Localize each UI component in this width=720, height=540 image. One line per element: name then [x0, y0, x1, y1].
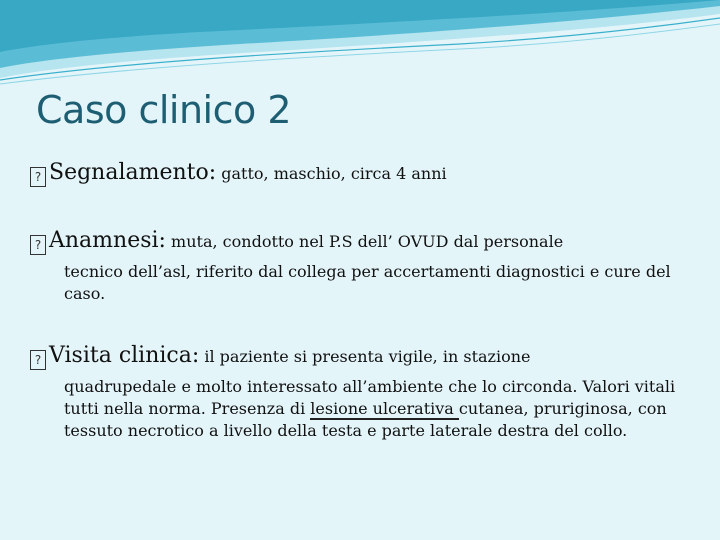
continuation-text-after: cutanea, pruriginosa, con tessuto necrotico a livello della testa e parte laterale destra del collo. [64, 399, 667, 440]
bullet-label: Anamnesi: [49, 228, 166, 253]
bullet-label: Segnalamento: [49, 160, 217, 185]
bullet-box-icon: ? [30, 167, 46, 187]
bullet-text: gatto, maschio, circa 4 anni [216, 164, 447, 183]
continuation-text-before: quadrupedale e molto interessato all’ambiente che lo circonda. Valori vitali tutti nella norma. Presenza di [64, 377, 676, 418]
bullet-visita-clinica [30, 343, 704, 442]
bullet-box-icon: ? [30, 235, 46, 255]
bullet-box-icon: ? [30, 350, 46, 370]
bullet-segnalamento [30, 160, 447, 187]
bullet-anamnesi [30, 228, 704, 305]
bullet-continuation: tecnico dell’asl, riferito dal collega per accertamenti diagnostici e cure del caso. [64, 262, 671, 303]
bullet-text: il paziente si presenta vigile, in stazione [199, 347, 531, 366]
bullet-text: muta, condotto nel P.S dell’ OVUD dal personale [165, 232, 564, 251]
header-wave-decoration [0, 0, 720, 90]
bullet-label: Visita clinica: [49, 343, 200, 368]
bullet-continuation [64, 376, 704, 442]
slide-title: Caso clinico 2 [36, 88, 291, 132]
underlined-phrase: lesione ulcerativa [310, 399, 459, 418]
